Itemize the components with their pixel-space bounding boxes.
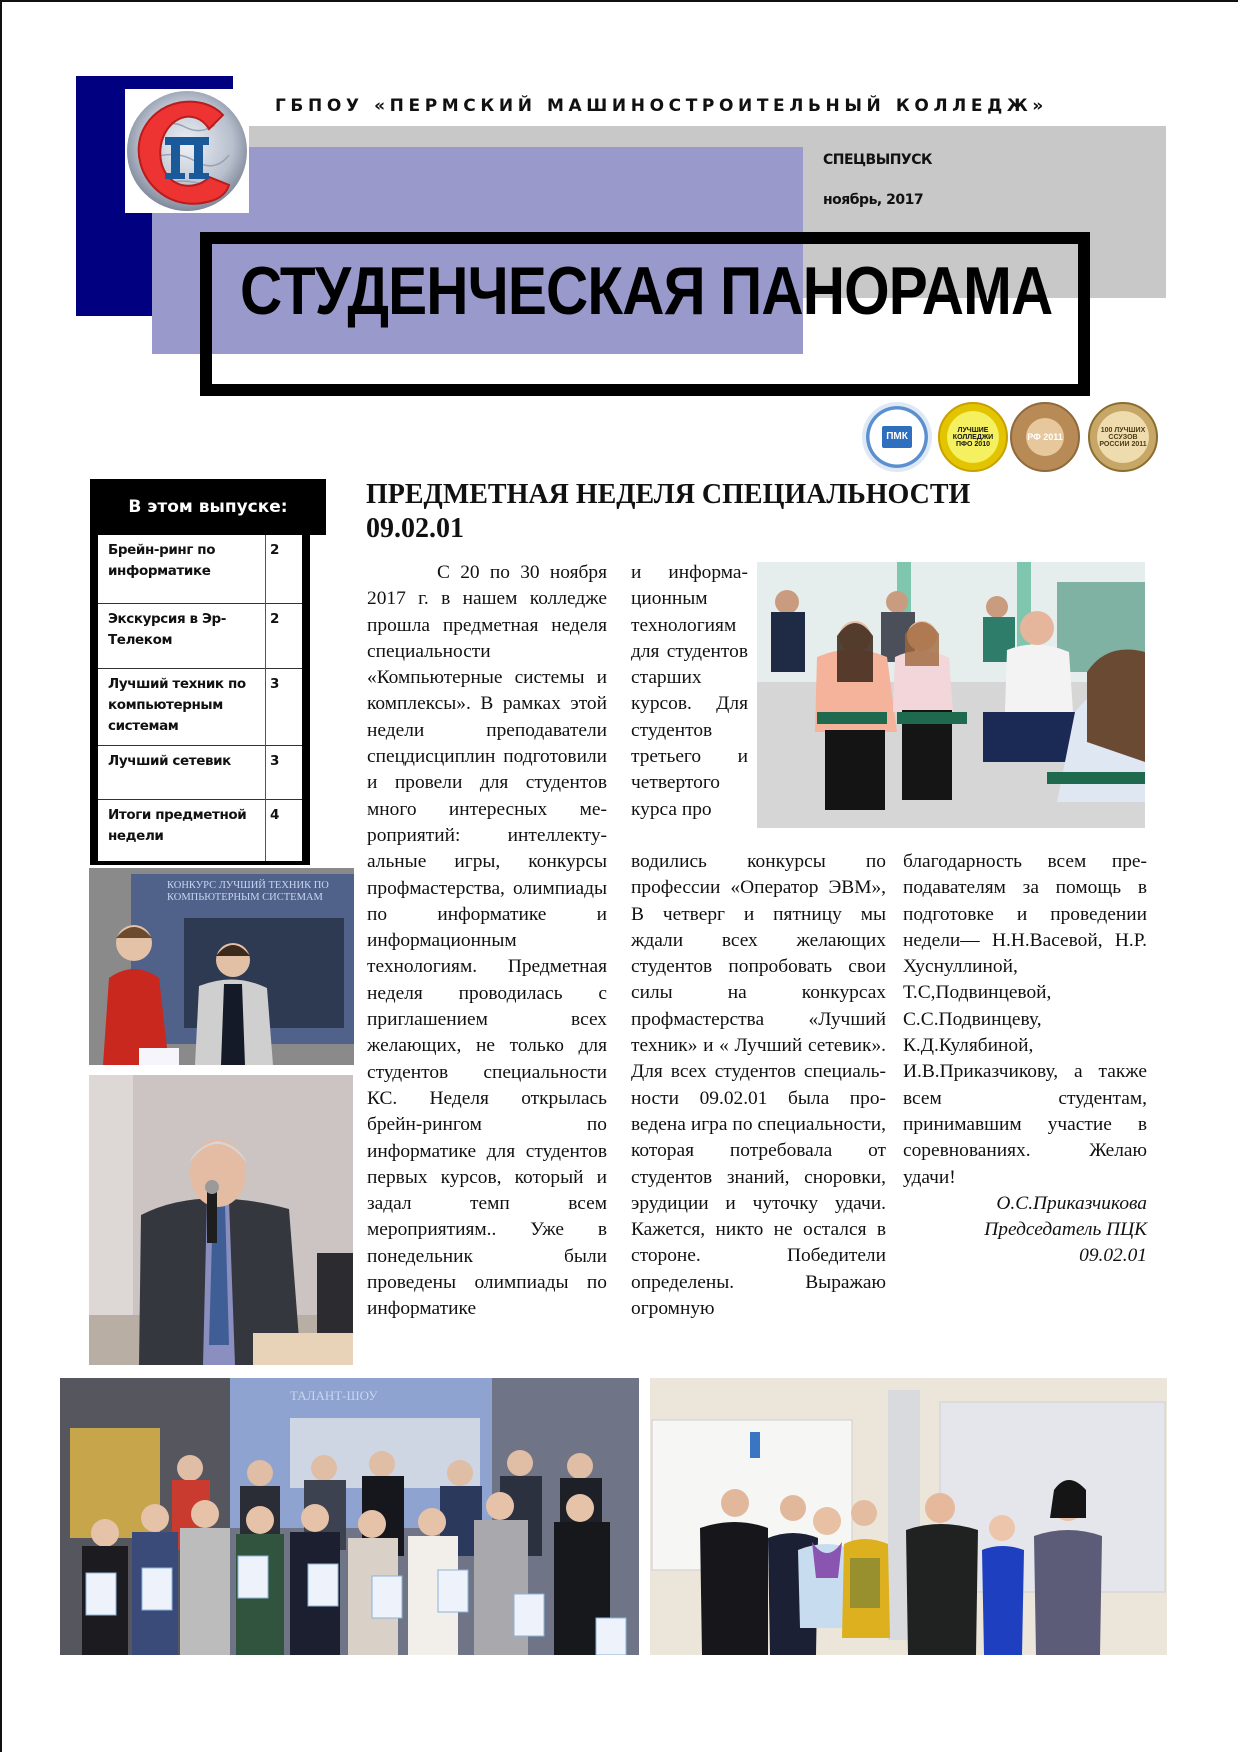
- article-paragraph: благодарность всем преподавателям за помощь в подготовке и проведении недели— Н.Н.Васевой, Н.Р. Хуснуллиной, Т.С,Подвинцевой, С.С.Подвинцеву, К.Д.Кулябиной, И.В.Приказчикову, а также всем студентам, принимавшим участие в соревнованиях. Желаю удачи!: [903, 851, 1147, 1188]
- article-column-2-top: [631, 560, 748, 823]
- badge-top100-text: 100 ЛУЧШИХ ССУЗОВ РОССИИ 2011: [1099, 426, 1147, 448]
- slide-caption: ТАЛАНТ-ШОУ: [290, 1388, 378, 1403]
- photo-teachers: [650, 1378, 1167, 1655]
- slide-caption: КОНКУРС ЛУЧШИЙ ТЕХНИК ПО КОМПЬЮТЕРНЫМ СИСТЕМАМ: [167, 880, 329, 903]
- photo-speaker: [89, 1075, 353, 1365]
- toc-row[interactable]: [94, 745, 306, 799]
- toc-item-title[interactable]: Лучший техник по компьютерным системам: [94, 668, 266, 745]
- toc-item-title[interactable]: Итоги предметной недели: [94, 799, 266, 863]
- best-colleges-medal-icon: [938, 402, 1008, 472]
- badge-rf-text: РФ 2011: [1027, 431, 1063, 442]
- toc-item-title[interactable]: Брейн-ринг по информатике: [108, 542, 216, 579]
- toc-item-page: 2: [266, 535, 307, 603]
- photo-student-group-image: [60, 1378, 639, 1655]
- toc-row[interactable]: [94, 603, 306, 668]
- photo-student-group: [60, 1378, 639, 1655]
- photo-teachers-image: [650, 1378, 1167, 1655]
- toc-item-page: 2: [266, 603, 307, 668]
- toc-item-page: 3: [266, 668, 307, 745]
- photo-two-students: [89, 868, 354, 1065]
- badge-pmk-text: ПМК: [882, 426, 912, 448]
- toc-item-page: 3: [266, 745, 307, 799]
- photo-students-seated: [757, 562, 1145, 828]
- article-paragraph: и информационным технологиям для студентов старших курсов. Для студентов третьего и четвертого курса про: [631, 562, 748, 820]
- top-100-medal-icon: [1088, 402, 1158, 472]
- article-column-3: [903, 849, 1147, 1270]
- toc-table: [90, 535, 310, 865]
- article-column-2-bottom: [631, 849, 886, 1322]
- toc-heading: В этом выпуске:: [90, 479, 326, 535]
- photo-speaker-image: [89, 1075, 353, 1365]
- article-paragraph: водились конкурсы по профессии «Оператор ЭВМ», В четверг и пятницу мы ждали всех желающих студентов попробовать свои силы на конкурсах профмастерства «Лучший техник» и « Лучший сетевик». Для всех студентов специальности 09.02.01 была проведена игра по специальности, которая потребовала от студентов знаний, сноровки, эрудиции и чуточку удачи. Кажется, никто не остался в стороне. Победители определены. Выражаю огромную: [631, 851, 886, 1320]
- photo-students-seated-image: [757, 562, 1145, 828]
- issue-date: ноябрь, 2017: [823, 192, 924, 208]
- toc-item-page: 4: [266, 799, 307, 863]
- signature-code: 09.02.01: [1079, 1245, 1147, 1267]
- toc-row[interactable]: [94, 668, 306, 745]
- college-name: ГБПОУ «ПЕРМСКИЙ МАШИНОСТРОИТЕЛЬНЫЙ КОЛЛЕДЖ»: [275, 96, 1048, 116]
- best-educational-institution-medal-icon: [1010, 402, 1080, 472]
- signature-name: О.С.Приказчикова: [996, 1192, 1147, 1214]
- article-column-1: [367, 560, 607, 1323]
- college-logo-icon: [125, 89, 249, 213]
- article-paragraph: С 20 по 30 ноября 2017 г. в нашем колледже прошла предметная неделя специальности «Компьютерные системы и комплексы». В рамках этой недели преподаватели спецдисциплин подготовили и провели для студентов много интересных мероприятий: интеллектуальные игры, конкурсы профмастерства, олимпиады по информатике и информационным технологиям. Предметная неделя проводилась с приглашением всех желающих, не только для студентов специальности КС. Неделя открылась брейн-рингом по информатике для студентов первых курсов, который и задал темп всем мероприятиям.. Уже в понедельник были проведены олимпиады по информатике: [367, 562, 607, 1320]
- toc-item-title[interactable]: Лучший сетевик: [94, 745, 266, 799]
- badge-best-colleges-text: ЛУЧШИЕ КОЛЛЕДЖИ ПФО 2010: [952, 426, 994, 448]
- toc-row[interactable]: [94, 535, 306, 603]
- signature-role: Председатель ПЦК: [984, 1219, 1147, 1241]
- newspaper-title: СТУДЕНЧЕСКАЯ ПАНОРАМА: [240, 253, 1053, 329]
- article-headline: ПРЕДМЕТНАЯ НЕДЕЛЯ СПЕЦИАЛЬНОСТИ 09.02.01: [366, 479, 971, 544]
- toc-item-title[interactable]: Экскурсия в Эр-Телеком: [94, 603, 266, 668]
- issue-type: СПЕЦВЫПУСК: [823, 152, 932, 168]
- college-logo: [125, 89, 249, 213]
- toc-row[interactable]: [94, 799, 306, 863]
- college-emblem-icon: [862, 402, 932, 472]
